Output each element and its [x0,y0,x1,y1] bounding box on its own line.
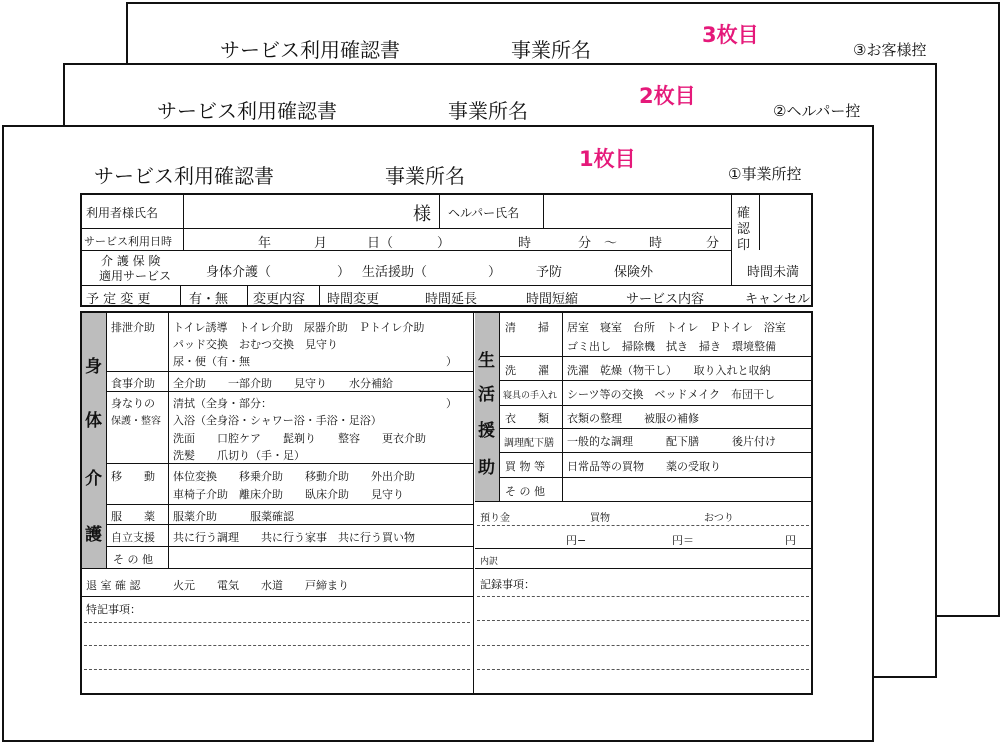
shokuji-options: 全介助 一部介助 見守り 水分補給 [173,377,393,390]
seikatsu-char-1: 生 [478,351,495,371]
seikatsu-char-2: 活 [478,385,495,405]
paren-close: ） [446,397,457,410]
shokuji-label: 食事介助 [111,377,155,390]
uchiwake-label: 内訳 [480,557,499,567]
minari-options-3: 洗面 口腔ケア 髭剃り 整容 更衣介助 [173,432,426,445]
copy-label: ②ヘルパー控 [773,102,861,120]
copy-label: ③お客様控 [853,41,927,59]
month-label: 月 [314,236,328,251]
page-label: 3枚目 [702,23,759,47]
minari-options-1: 清拭（全身・部分： [173,397,272,410]
paren-close: ） [446,355,457,368]
change-content-label: 変更内容 [253,292,306,307]
sheet-title: サービス利用確認書 [220,38,400,62]
user-name-label: 利用者様氏名 [86,206,159,220]
jiritsu-label: 自立支援 [111,531,155,544]
minari-options-2: 入浴（全身浴・シャワー浴・手浴・足浴） [173,414,382,427]
jiritsu-options: 共に行う調理 共に行う家事 共に行う買い物 [173,531,415,544]
service-datetime-label: サービス利用日時 [84,235,172,248]
start-hour-label: 時 [518,236,532,251]
sheet-title: サービス利用確認書 [94,164,274,188]
minari-options-4: 洗髪 爪切り（手・足） [173,449,305,462]
sentaku-label: 洗 濯 [505,364,549,377]
seikatsu-char-4: 助 [478,458,495,478]
paren-close: ） [437,236,451,251]
seiso-options-1: 居室 寝室 台所 トイレ Ｐトイレ 浴室 [567,321,786,334]
schedule-change-label: 予 定 変 更 [86,292,151,307]
yes-no: 有・無 [189,292,229,307]
chori-options: 一般的な調理 配下膳 後片付け [567,435,776,448]
paren-close: ） [488,265,502,280]
copy-label: ①事業所控 [728,165,802,183]
change-service: サービス内容 [626,292,705,307]
change-time: 時間変更 [327,292,380,307]
seiso-label: 清 掃 [505,321,549,334]
shintai-char-2: 体 [85,411,102,431]
page-label: 2枚目 [639,84,696,108]
kaimono-label: 買 物 等 [505,460,545,473]
yen-total: 円 [785,534,796,547]
shingu-label: 寝具の手入れ [503,391,558,401]
shintai-char-4: 護 [85,525,102,545]
ido-options-2: 車椅子介助 離床介助 臥床介助 見守り [173,488,404,501]
year-label: 年 [258,236,272,251]
minari-label-1: 身なりの [111,397,155,410]
haisetsu-options-1: トイレ誘導 トイレ介助 尿器介助 Ｐトイレ介助 [173,321,425,334]
haisetsu-options-2: パッド交換 おむつ交換 見守り [173,338,338,351]
fukuyaku-label: 服 薬 [111,510,155,523]
svc-shintai: 身体介護（ [206,265,272,280]
applicable-service-label: 適用サービス [99,269,172,283]
office-name-label: 事業所名 [385,164,465,188]
seiso-options-2: ゴミ出し 掃除機 拭き 掃き 環境整備 [567,340,776,353]
svc-jikan-miman: 時間未満 [747,265,800,280]
ido-options-1: 体位変換 移乗介助 移動介助 外出介助 [173,470,415,483]
confirm-stamp-label-1: 確 [737,206,751,221]
svc-seikatsu: 生活援助（ [362,265,428,280]
day-label: 日（ [367,236,394,251]
seikatsu-char-3: 援 [478,421,495,441]
svc-hokengai: 保険外 [614,265,654,280]
irui-options: 衣類の整理 被服の補修 [567,412,699,425]
helper-name-label: ヘルパー氏名 [448,206,520,220]
change-cancel: キャンセル [745,292,811,307]
page-label: 1枚目 [579,147,636,171]
kaigo-hoken-label: 介 護 保 険 [101,254,161,268]
chori-label: 調理配下膳 [504,438,554,449]
ido-label: 移 動 [111,470,155,483]
azukari-label: 預り金 [480,513,510,524]
haisetsu-options-3: 尿・便（有・無 [173,355,250,368]
end-minute-label: 分 [706,236,720,251]
sama-honorific: 様 [413,204,431,225]
otsuri-label: おつり [704,513,734,524]
kiroku-label: 記録事項： [480,578,535,591]
sheet-title: サービス利用確認書 [157,99,337,123]
kaimono-options: 日常品等の買物 薬の受取り [567,460,721,473]
shintai-char-1: 身 [85,357,102,377]
taishitsu-items: 火元 電気 水道 戸締まり [173,579,349,592]
fukuyaku-options: 服薬介助 服薬確認 [173,510,294,523]
shingu-options: シーツ等の交換 ベッドメイク 布団干し [567,388,776,401]
haisetsu-label: 排泄介助 [111,321,155,334]
office-name-label: 事業所名 [448,99,528,123]
yen-equals: 円＝ [672,534,694,547]
minari-label-2: 保護・整容 [111,416,161,427]
shintai-char-3: 介 [85,469,102,489]
confirm-stamp-label-3: 印 [737,238,751,253]
shintai-sonota-label: そ の 他 [113,553,153,566]
irui-label: 衣 類 [505,412,549,425]
yen-minus: 円− [566,534,587,547]
tokki-label: 特記事項： [86,603,141,616]
sentaku-options: 洗濯 乾燥（物干し） 取り入れと収納 [567,364,771,377]
kaimono-money-label: 買物 [590,513,610,524]
paren-close: ） [337,265,351,280]
svc-yobo: 予防 [536,265,563,280]
start-minute-label: 分 [578,236,592,251]
end-hour-label: 時 [649,236,663,251]
confirm-stamp-label-2: 認 [737,222,751,237]
seikatsu-sonota-label: そ の 他 [505,485,545,498]
range-tilde: ～ [604,236,618,251]
change-shorten: 時間短縮 [526,292,579,307]
office-name-label: 事業所名 [511,38,591,62]
taishitsu-label: 退 室 確 認 [86,579,141,592]
change-extend: 時間延長 [425,292,478,307]
